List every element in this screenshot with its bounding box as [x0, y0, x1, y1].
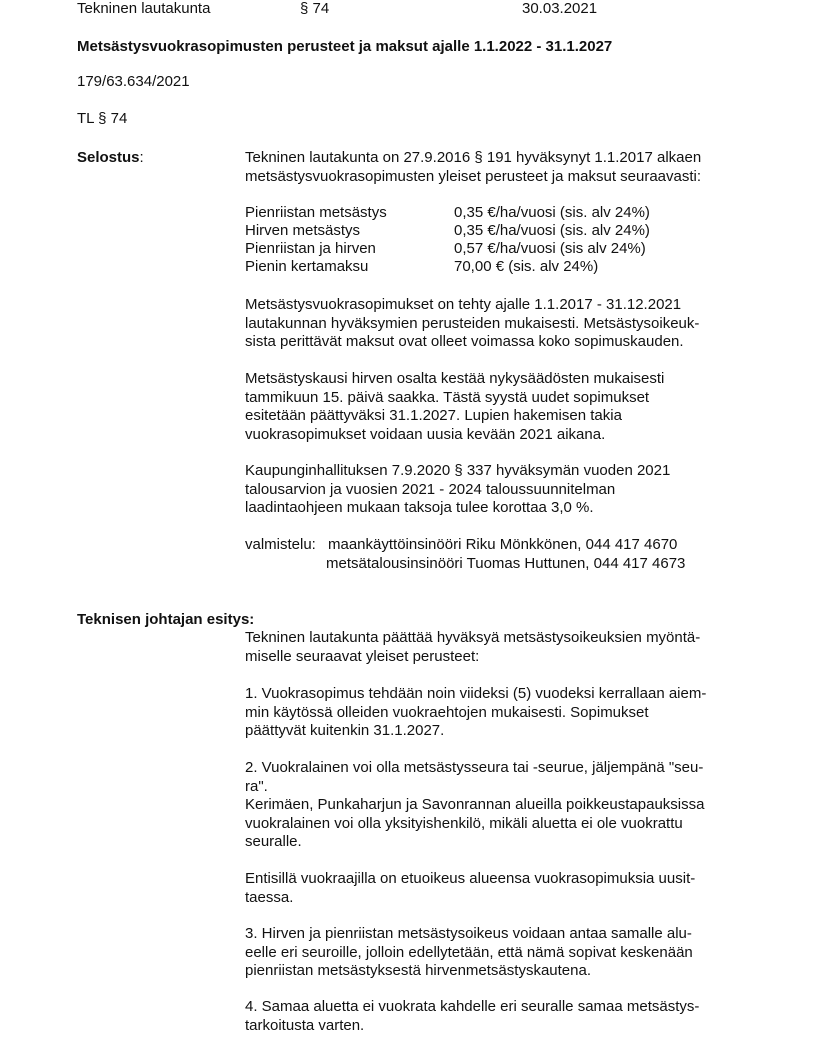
text-line: vuokralainen voi olla yksityishenkilö, mikäli aluetta ei ole vuokrattu — [245, 814, 683, 832]
text-line: Kerimäen, Punkaharjun ja Savonrannan alueilla poikkeustapauksissa — [245, 796, 705, 813]
proposal-item-2 — [245, 759, 745, 852]
record-number: 179/63.634/2021 — [77, 73, 190, 90]
document-title: Metsästysvuokrasopimusten perusteet ja maksut ajalle 1.1.2022 - 31.1.2027 — [77, 38, 613, 55]
selostus-label: Selostus: — [77, 149, 144, 166]
text-line: Tekninen lautakunta päättää hyväksyä metsästysoikeuksien myöntä- — [245, 629, 701, 646]
text-line: miselle seuraavat yleiset perusteet: — [245, 647, 480, 665]
text-line: min käytössä olleiden vuokraehtojen mukaisesti. Sopimukset — [245, 703, 649, 721]
text-line: Metsästyskausi hirven osalta kestää nykysäädösten mukaisesti — [245, 370, 665, 387]
proposal-item-3 — [245, 925, 745, 981]
text-line: Kaupunginhallituksen 7.9.2020 § 337 hyväksymän vuoden 2021 — [245, 462, 671, 479]
text-line: Entisillä vuokraajilla on etuoikeus alueensa vuokrasopimuksia uusit- — [245, 870, 696, 887]
text-line: eelle eri seuroille, jolloin edellytetään, että nämä sopivat keskenään — [245, 943, 693, 961]
text-line: Metsästysvuokrasopimukset on tehty ajalle 1.1.2017 - 31.12.2021 — [245, 296, 682, 313]
proposal-item-4 — [245, 998, 745, 1035]
selostus-intro — [245, 149, 745, 186]
text-line: sista perittävät maksut ovat olleet voimassa koko sopimuskauden. — [245, 333, 684, 350]
proposal-item-2-priority — [245, 870, 745, 907]
text-line: Tekninen lautakunta on 27.9.2016 § 191 hyväksynyt 1.1.2017 alkaen — [245, 149, 702, 166]
proposal-intro — [245, 629, 745, 666]
proposal-label: Teknisen johtajan esitys: — [77, 611, 255, 628]
section-number: § 74 — [300, 0, 330, 17]
text-line: vuokrasopimukset voidaan uusia kevään 2021 aikana. — [245, 425, 606, 443]
text-line: taessa. — [245, 888, 294, 906]
text-line: esitetään päättyväksi 31.1.2027. Lupien hakemisen takia — [245, 407, 622, 424]
text-line: päättyvät kuitenkin 31.1.2027. — [245, 722, 445, 739]
reference: TL § 74 — [77, 110, 128, 127]
committee-name: Tekninen lautakunta — [77, 0, 211, 17]
text-line: 4. Samaa aluetta ei vuokrata kahdelle eri seuralle samaa metsästys- — [245, 998, 700, 1015]
text-line: laadintaohjeen mukaan taksoja tulee korottaa 3,0 %. — [245, 499, 594, 516]
preparation-label: valmistelu: — [245, 536, 316, 553]
text-line: 2. Vuokralainen voi olla metsästysseura tai -seurue, jäljempänä "seu- — [245, 759, 704, 776]
fee-label: Pienriistan ja hirven — [245, 240, 376, 257]
selostus-paragraph-1 — [245, 296, 745, 352]
selostus-paragraph-2 — [245, 370, 745, 444]
fee-label: Hirven metsästys — [245, 222, 361, 239]
meeting-date: 30.03.2021 — [522, 0, 598, 17]
fee-value: 0,35 €/ha/vuosi (sis. alv 24%) — [454, 222, 650, 239]
text-line: pienriistan metsästyksestä hirvenmetsästyskautena. — [245, 962, 591, 979]
fee-label: Pienriistan metsästys — [245, 204, 387, 221]
proposal-item-1 — [245, 685, 745, 741]
text-line: talousarvion ja vuosien 2021 - 2024 taloussuunnitelman — [245, 480, 616, 498]
fee-label: Pienin kertamaksu — [245, 258, 369, 275]
text-line: 3. Hirven ja pienriistan metsästysoikeus voidaan antaa samalle alu- — [245, 925, 692, 942]
fee-value: 70,00 € (sis. alv 24%) — [454, 258, 599, 275]
text-line: metsästysvuokrasopimusten yleiset perusteet ja maksut seuraavasti: — [245, 167, 702, 185]
fee-value: 0,35 €/ha/vuosi (sis. alv 24%) — [454, 204, 650, 221]
text-line: ra". — [245, 777, 268, 795]
fee-value: 0,57 €/ha/vuosi (sis alv 24%) — [454, 240, 646, 257]
preparer-1: maankäyttöinsinööri Riku Mönkkönen, 044 417 4670 — [328, 536, 678, 553]
text-line: 1. Vuokrasopimus tehdään noin viideksi (5) vuodeksi kerrallaan aiem- — [245, 685, 707, 702]
text-line: tarkoitusta varten. — [245, 1016, 365, 1034]
text-line: seuralle. — [245, 833, 302, 850]
preparer-2: metsätalousinsinööri Tuomas Huttunen, 044 417 4673 — [326, 555, 686, 572]
selostus-paragraph-3 — [245, 462, 745, 518]
text-line: lautakunnan hyväksymien perusteiden mukaisesti. Metsästysoikeuk- — [245, 314, 700, 332]
text-line: tammikuun 15. päivä saakka. Tästä syystä uudet sopimukset — [245, 388, 650, 406]
